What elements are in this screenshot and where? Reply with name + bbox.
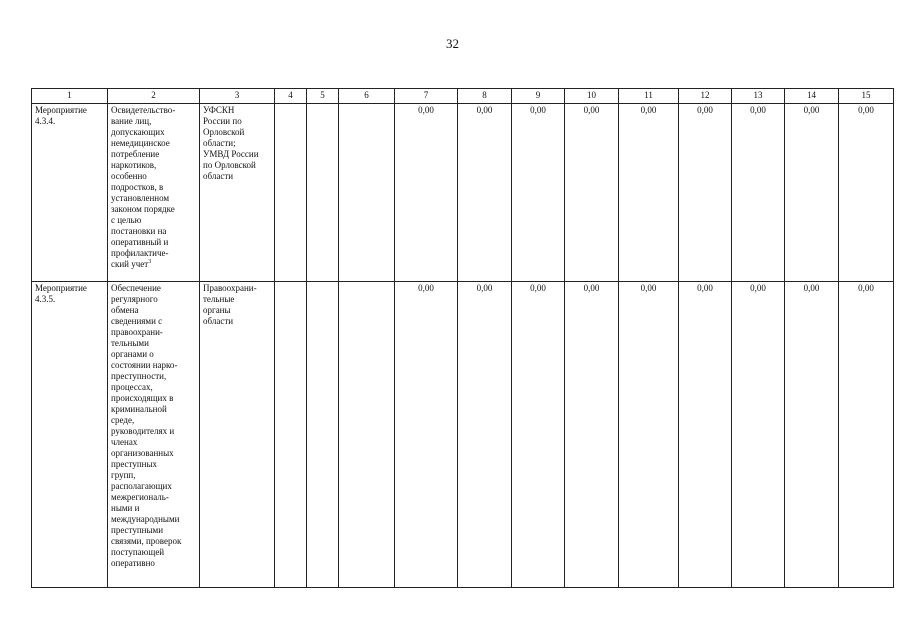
program-table <box>31 88 894 588</box>
empty-cell <box>307 104 339 282</box>
value-cell: 0,00 <box>679 104 732 282</box>
value-cell: 0,00 <box>619 104 679 282</box>
value-cell: 0,00 <box>458 282 512 588</box>
column-header-9: 9 <box>512 89 565 104</box>
value-cell: 0,00 <box>565 104 619 282</box>
column-header-4: 4 <box>275 89 307 104</box>
value-cell: 0,00 <box>785 104 839 282</box>
column-header-5: 5 <box>307 89 339 104</box>
column-header-12: 12 <box>679 89 732 104</box>
footnote-marker: 3 <box>148 259 152 265</box>
header-row <box>32 89 894 104</box>
executor-cell: Правоохрани- тельные органы области <box>200 282 275 588</box>
value-cell: 0,00 <box>512 282 565 588</box>
value-cell: 0,00 <box>785 282 839 588</box>
description-cell: Обеспечение регулярного обмена сведениями с правоохрани- тельными органами о состоянии нарко- преступности, процессах, происходящих в криминальной среде, руководителях и членах организованных преступных групп, располагающих межрегиональ- ными и международными преступными связями, проверок поступающей оперативно <box>108 282 200 588</box>
value-cell: 0,00 <box>619 282 679 588</box>
empty-cell <box>275 104 307 282</box>
table-row <box>32 282 894 588</box>
event-cell: Мероприятие 4.3.4. <box>32 104 108 282</box>
executor-cell: УФСКН России по Орловской области; УМВД России по Орловской области <box>200 104 275 282</box>
empty-cell <box>307 282 339 588</box>
column-header-11: 11 <box>619 89 679 104</box>
empty-cell <box>339 104 395 282</box>
column-header-13: 13 <box>732 89 785 104</box>
column-header-14: 14 <box>785 89 839 104</box>
column-header-6: 6 <box>339 89 395 104</box>
column-header-1: 1 <box>32 89 108 104</box>
value-cell: 0,00 <box>565 282 619 588</box>
value-cell: 0,00 <box>679 282 732 588</box>
column-header-8: 8 <box>458 89 512 104</box>
column-header-10: 10 <box>565 89 619 104</box>
column-header-7: 7 <box>395 89 458 104</box>
column-header-2: 2 <box>108 89 200 104</box>
column-header-3: 3 <box>200 89 275 104</box>
description-cell <box>108 104 200 282</box>
column-header-15: 15 <box>839 89 894 104</box>
description-text: Освидетельство- вание лиц, допускающих немедицинское потребление наркотиков, особенно подростков, в установленном законом порядке с целью постановки на оперативный и профилактиче- ский учет <box>111 105 176 269</box>
value-cell: 0,00 <box>732 282 785 588</box>
value-cell: 0,00 <box>839 104 894 282</box>
value-cell: 0,00 <box>395 282 458 588</box>
event-cell: Мероприятие 4.3.5. <box>32 282 108 588</box>
value-cell: 0,00 <box>512 104 565 282</box>
value-cell: 0,00 <box>839 282 894 588</box>
empty-cell <box>339 282 395 588</box>
value-cell: 0,00 <box>395 104 458 282</box>
value-cell: 0,00 <box>458 104 512 282</box>
value-cell: 0,00 <box>732 104 785 282</box>
table-row <box>32 104 894 282</box>
page-number: 32 <box>446 36 459 51</box>
empty-cell <box>275 282 307 588</box>
